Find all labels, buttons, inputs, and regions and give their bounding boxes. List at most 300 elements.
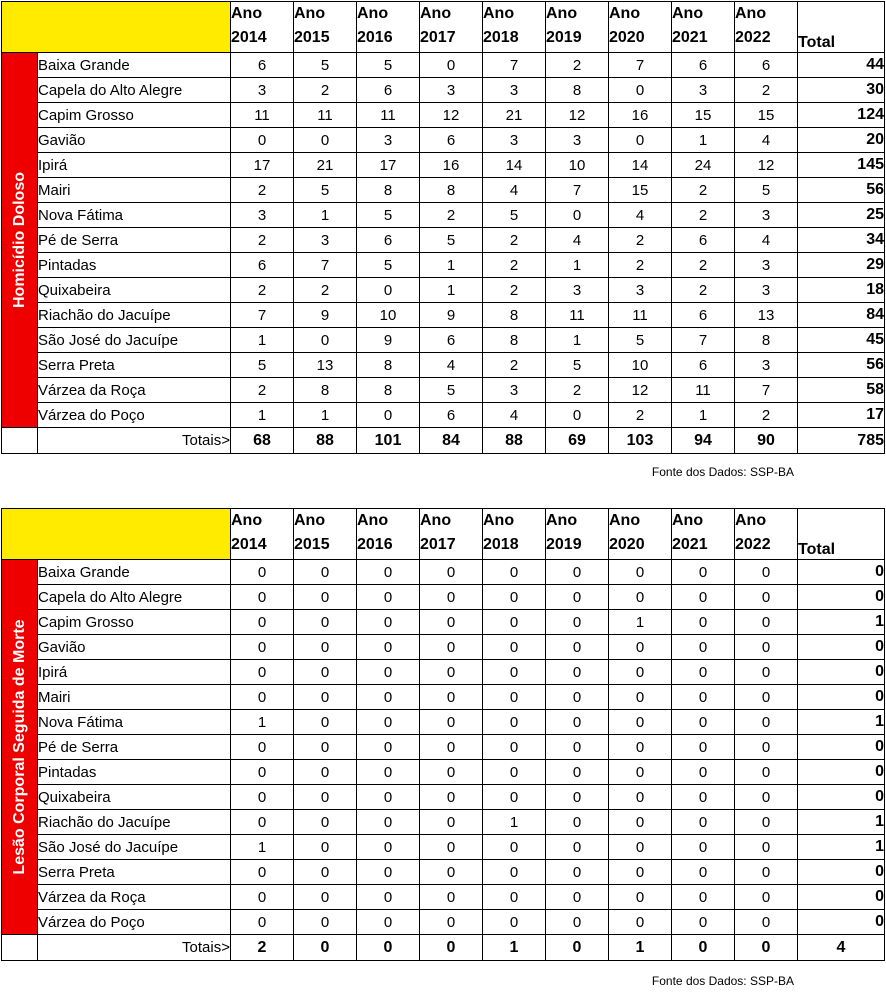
city-name: Várzea do Poço	[38, 910, 231, 935]
totals-row	[2, 428, 885, 454]
year-prefix: Ano	[231, 512, 263, 529]
value-cell: 0	[231, 760, 294, 785]
value-cell: 0	[672, 685, 735, 710]
value-cell: 0	[483, 685, 546, 710]
value-cell: 13	[735, 303, 798, 328]
value-cell: 3	[546, 278, 609, 303]
value-cell: 0	[735, 760, 798, 785]
row-total: 1	[798, 610, 885, 635]
table-row	[2, 78, 885, 103]
table-row	[2, 560, 885, 585]
totals-row	[2, 935, 885, 961]
value-cell: 0	[546, 910, 609, 935]
value-cell: 0	[672, 560, 735, 585]
value-cell: 0	[483, 760, 546, 785]
value-cell: 0	[420, 685, 483, 710]
value-cell: 0	[672, 860, 735, 885]
year-header	[609, 509, 672, 560]
table-row	[2, 610, 885, 635]
value-cell: 0	[420, 885, 483, 910]
value-cell: 0	[546, 585, 609, 610]
value-cell: 3	[357, 128, 420, 153]
value-cell: 0	[609, 78, 672, 103]
value-cell: 2	[231, 228, 294, 253]
row-total: 1	[798, 710, 885, 735]
value-cell: 1	[546, 328, 609, 353]
table-row	[2, 835, 885, 860]
year-prefix: Ano	[357, 512, 389, 529]
value-cell: 15	[609, 178, 672, 203]
value-cell: 0	[231, 735, 294, 760]
value-cell: 0	[294, 910, 357, 935]
value-cell: 3	[483, 378, 546, 403]
value-cell: 0	[294, 560, 357, 585]
value-cell: 11	[609, 303, 672, 328]
value-cell: 13	[294, 353, 357, 378]
value-cell: 0	[231, 810, 294, 835]
value-cell: 0	[609, 760, 672, 785]
city-name: Riachão do Jacuípe	[38, 303, 231, 328]
value-cell: 1	[609, 610, 672, 635]
column-total: 0	[546, 935, 609, 961]
year-prefix: Ano	[357, 5, 389, 22]
value-cell: 21	[483, 103, 546, 128]
value-cell: 0	[672, 885, 735, 910]
value-cell: 15	[735, 103, 798, 128]
city-name: Várzea do Poço	[38, 403, 231, 428]
value-cell: 5	[294, 53, 357, 78]
year-label: 2020	[609, 536, 645, 553]
value-cell: 1	[420, 278, 483, 303]
value-cell: 1	[546, 253, 609, 278]
table-row	[2, 685, 885, 710]
value-cell: 0	[483, 910, 546, 935]
value-cell: 9	[357, 328, 420, 353]
value-cell: 6	[420, 328, 483, 353]
value-cell: 10	[546, 153, 609, 178]
row-total: 124	[798, 103, 885, 128]
value-cell: 0	[609, 560, 672, 585]
value-cell: 8	[735, 328, 798, 353]
value-cell: 3	[735, 203, 798, 228]
value-cell: 3	[231, 203, 294, 228]
table-row	[2, 328, 885, 353]
value-cell: 0	[546, 685, 609, 710]
column-total: 0	[672, 935, 735, 961]
value-cell: 0	[420, 910, 483, 935]
value-cell: 0	[483, 660, 546, 685]
source-note: Fonte dos Dados: SSP-BA	[651, 974, 794, 988]
value-cell: 0	[420, 610, 483, 635]
value-cell: 0	[357, 685, 420, 710]
value-cell: 0	[672, 610, 735, 635]
year-prefix: Ano	[231, 5, 263, 22]
value-cell: 2	[483, 353, 546, 378]
year-prefix: Ano	[294, 5, 326, 22]
value-cell: 8	[357, 178, 420, 203]
year-prefix: Ano	[546, 5, 578, 22]
value-cell: 0	[546, 735, 609, 760]
value-cell: 2	[735, 78, 798, 103]
value-cell: 2	[483, 228, 546, 253]
year-header	[420, 2, 483, 53]
value-cell: 6	[231, 253, 294, 278]
value-cell: 0	[357, 910, 420, 935]
value-cell: 3	[420, 78, 483, 103]
category-label: Homicídio Doloso	[10, 172, 28, 308]
value-cell: 5	[546, 353, 609, 378]
value-cell: 0	[231, 785, 294, 810]
city-name: Quixabeira	[38, 785, 231, 810]
city-name: Capela do Alto Alegre	[38, 585, 231, 610]
value-cell: 0	[546, 860, 609, 885]
value-cell: 0	[483, 635, 546, 660]
value-cell: 4	[546, 228, 609, 253]
row-total: 0	[798, 635, 885, 660]
value-cell: 12	[609, 378, 672, 403]
row-total: 0	[798, 560, 885, 585]
column-total: 88	[483, 428, 546, 454]
year-prefix: Ano	[672, 5, 704, 22]
value-cell: 5	[357, 203, 420, 228]
table-row	[2, 810, 885, 835]
row-total: 0	[798, 760, 885, 785]
year-label: 2014	[231, 536, 267, 553]
year-label: 2021	[672, 536, 708, 553]
value-cell: 6	[420, 403, 483, 428]
column-total: 1	[609, 935, 672, 961]
value-cell: 0	[294, 685, 357, 710]
value-cell: 2	[609, 253, 672, 278]
category-label-cell	[2, 53, 38, 428]
value-cell: 0	[483, 860, 546, 885]
table-row	[2, 203, 885, 228]
crime-table	[1, 1, 885, 454]
value-cell: 0	[672, 810, 735, 835]
row-total: 58	[798, 378, 885, 403]
value-cell: 24	[672, 153, 735, 178]
value-cell: 0	[735, 710, 798, 735]
value-cell: 6	[672, 228, 735, 253]
value-cell: 11	[294, 103, 357, 128]
year-label: 2022	[735, 29, 771, 46]
value-cell: 0	[357, 710, 420, 735]
table-row	[2, 103, 885, 128]
table-row	[2, 910, 885, 935]
value-cell: 0	[294, 610, 357, 635]
value-cell: 5	[357, 253, 420, 278]
value-cell: 0	[483, 710, 546, 735]
year-prefix: Ano	[609, 5, 641, 22]
column-total: 0	[735, 935, 798, 961]
value-cell: 0	[231, 685, 294, 710]
year-label: 2017	[420, 536, 456, 553]
value-cell: 17	[231, 153, 294, 178]
blank-cell	[2, 935, 38, 961]
city-name: Baixa Grande	[38, 560, 231, 585]
value-cell: 4	[609, 203, 672, 228]
table-row	[2, 760, 885, 785]
value-cell: 2	[546, 378, 609, 403]
value-cell: 16	[420, 153, 483, 178]
value-cell: 2	[609, 228, 672, 253]
table-row	[2, 353, 885, 378]
year-header	[231, 509, 294, 560]
year-header	[672, 2, 735, 53]
value-cell: 7	[735, 378, 798, 403]
value-cell: 4	[483, 403, 546, 428]
year-label: 2019	[546, 536, 582, 553]
row-total: 0	[798, 785, 885, 810]
column-total: 90	[735, 428, 798, 454]
value-cell: 8	[357, 378, 420, 403]
value-cell: 12	[735, 153, 798, 178]
year-header	[546, 2, 609, 53]
grand-total: 785	[798, 428, 885, 454]
table-row	[2, 253, 885, 278]
totals-label: Totais>	[38, 428, 231, 454]
value-cell: 6	[672, 353, 735, 378]
row-total: 18	[798, 278, 885, 303]
value-cell: 7	[231, 303, 294, 328]
city-name: Mairi	[38, 685, 231, 710]
value-cell: 15	[672, 103, 735, 128]
value-cell: 2	[546, 53, 609, 78]
value-cell: 0	[294, 835, 357, 860]
city-name: Gavião	[38, 128, 231, 153]
table-row	[2, 785, 885, 810]
table-row	[2, 128, 885, 153]
row-total: 0	[798, 735, 885, 760]
row-total: 56	[798, 353, 885, 378]
value-cell: 0	[609, 885, 672, 910]
value-cell: 0	[231, 128, 294, 153]
value-cell: 0	[609, 635, 672, 660]
value-cell: 9	[420, 303, 483, 328]
value-cell: 8	[483, 328, 546, 353]
value-cell: 0	[483, 610, 546, 635]
city-name: Riachão do Jacuípe	[38, 810, 231, 835]
row-total: 84	[798, 303, 885, 328]
value-cell: 0	[357, 585, 420, 610]
value-cell: 0	[546, 660, 609, 685]
value-cell: 0	[546, 610, 609, 635]
value-cell: 0	[357, 785, 420, 810]
row-total: 34	[798, 228, 885, 253]
category-label-cell	[2, 560, 38, 935]
value-cell: 0	[609, 585, 672, 610]
value-cell: 0	[420, 585, 483, 610]
value-cell: 0	[483, 885, 546, 910]
table-row	[2, 303, 885, 328]
value-cell: 0	[483, 735, 546, 760]
year-prefix: Ano	[420, 512, 452, 529]
city-name: Nova Fátima	[38, 203, 231, 228]
value-cell: 0	[357, 860, 420, 885]
header-row	[2, 2, 885, 53]
city-name: Capela do Alto Alegre	[38, 78, 231, 103]
value-cell: 0	[735, 660, 798, 685]
value-cell: 0	[420, 635, 483, 660]
year-label: 2020	[609, 29, 645, 46]
city-name: Capim Grosso	[38, 103, 231, 128]
value-cell: 3	[735, 253, 798, 278]
value-cell: 0	[294, 810, 357, 835]
value-cell: 0	[672, 785, 735, 810]
city-name: Nova Fátima	[38, 710, 231, 735]
value-cell: 0	[735, 885, 798, 910]
value-cell: 4	[735, 228, 798, 253]
value-cell: 0	[609, 860, 672, 885]
value-cell: 0	[609, 835, 672, 860]
value-cell: 0	[420, 860, 483, 885]
value-cell: 2	[231, 178, 294, 203]
year-label: 2018	[483, 29, 519, 46]
value-cell: 1	[231, 835, 294, 860]
value-cell: 0	[294, 735, 357, 760]
value-cell: 11	[546, 303, 609, 328]
value-cell: 6	[735, 53, 798, 78]
value-cell: 6	[672, 303, 735, 328]
value-cell: 0	[420, 53, 483, 78]
value-cell: 0	[231, 860, 294, 885]
value-cell: 0	[735, 785, 798, 810]
row-total: 0	[798, 660, 885, 685]
value-cell: 0	[294, 710, 357, 735]
table-row	[2, 228, 885, 253]
value-cell: 0	[420, 810, 483, 835]
value-cell: 0	[231, 635, 294, 660]
table-row	[2, 885, 885, 910]
value-cell: 0	[546, 810, 609, 835]
year-header	[357, 2, 420, 53]
year-label: 2018	[483, 536, 519, 553]
value-cell: 0	[735, 585, 798, 610]
value-cell: 1	[231, 710, 294, 735]
value-cell: 0	[609, 685, 672, 710]
value-cell: 0	[357, 835, 420, 860]
value-cell: 2	[294, 278, 357, 303]
row-total: 145	[798, 153, 885, 178]
value-cell: 0	[609, 910, 672, 935]
year-prefix: Ano	[294, 512, 326, 529]
year-header	[672, 509, 735, 560]
year-prefix: Ano	[735, 5, 767, 22]
column-total: 0	[357, 935, 420, 961]
year-label: 2015	[294, 29, 330, 46]
value-cell: 8	[483, 303, 546, 328]
year-label: 2015	[294, 536, 330, 553]
table-row	[2, 153, 885, 178]
value-cell: 0	[546, 760, 609, 785]
year-header	[546, 509, 609, 560]
value-cell: 0	[609, 735, 672, 760]
value-cell: 1	[231, 328, 294, 353]
value-cell: 0	[231, 910, 294, 935]
year-label: 2021	[672, 29, 708, 46]
value-cell: 0	[294, 660, 357, 685]
year-prefix: Ano	[546, 512, 578, 529]
total-header: Total	[798, 2, 885, 53]
value-cell: 0	[735, 635, 798, 660]
value-cell: 2	[231, 278, 294, 303]
year-label: 2017	[420, 29, 456, 46]
row-total: 44	[798, 53, 885, 78]
value-cell: 0	[735, 685, 798, 710]
value-cell: 5	[357, 53, 420, 78]
value-cell: 0	[420, 710, 483, 735]
table-row	[2, 403, 885, 428]
value-cell: 2	[420, 203, 483, 228]
value-cell: 5	[483, 203, 546, 228]
value-cell: 0	[735, 810, 798, 835]
value-cell: 6	[420, 128, 483, 153]
year-label: 2019	[546, 29, 582, 46]
column-total: 0	[294, 935, 357, 961]
value-cell: 5	[609, 328, 672, 353]
city-name: Serra Preta	[38, 353, 231, 378]
value-cell: 14	[609, 153, 672, 178]
value-cell: 14	[483, 153, 546, 178]
value-cell: 0	[294, 128, 357, 153]
value-cell: 0	[672, 760, 735, 785]
year-label: 2016	[357, 536, 393, 553]
year-header	[483, 509, 546, 560]
column-total: 101	[357, 428, 420, 454]
city-name: Pintadas	[38, 253, 231, 278]
column-total: 94	[672, 428, 735, 454]
row-total: 45	[798, 328, 885, 353]
value-cell: 0	[357, 735, 420, 760]
value-cell: 1	[231, 403, 294, 428]
row-total: 29	[798, 253, 885, 278]
table-row	[2, 710, 885, 735]
value-cell: 1	[420, 253, 483, 278]
value-cell: 0	[609, 810, 672, 835]
corner-cell	[2, 509, 231, 560]
value-cell: 0	[294, 760, 357, 785]
value-cell: 0	[735, 560, 798, 585]
value-cell: 11	[231, 103, 294, 128]
value-cell: 0	[735, 835, 798, 860]
value-cell: 2	[294, 78, 357, 103]
value-cell: 1	[483, 810, 546, 835]
value-cell: 0	[231, 610, 294, 635]
year-header	[735, 2, 798, 53]
value-cell: 3	[735, 353, 798, 378]
value-cell: 6	[672, 53, 735, 78]
value-cell: 0	[294, 585, 357, 610]
value-cell: 4	[483, 178, 546, 203]
year-header	[231, 2, 294, 53]
blank-cell	[2, 428, 38, 454]
city-name: Quixabeira	[38, 278, 231, 303]
column-total: 2	[231, 935, 294, 961]
value-cell: 0	[735, 860, 798, 885]
value-cell: 2	[483, 278, 546, 303]
value-cell: 0	[357, 810, 420, 835]
value-cell: 0	[609, 128, 672, 153]
value-cell: 0	[420, 785, 483, 810]
value-cell: 7	[483, 53, 546, 78]
value-cell: 0	[483, 835, 546, 860]
year-label: 2016	[357, 29, 393, 46]
value-cell: 0	[231, 560, 294, 585]
value-cell: 5	[420, 228, 483, 253]
column-total: 0	[420, 935, 483, 961]
value-cell: 11	[672, 378, 735, 403]
value-cell: 0	[357, 560, 420, 585]
